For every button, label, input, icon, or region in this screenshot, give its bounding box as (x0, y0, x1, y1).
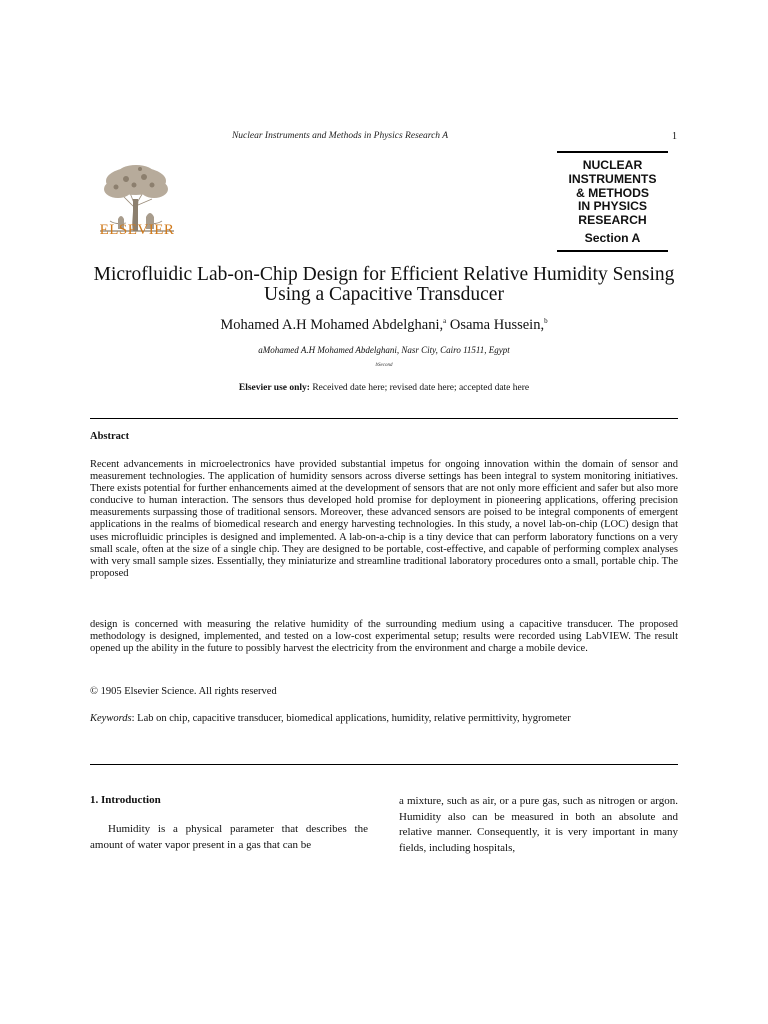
author-1-affil-mark: a (443, 317, 447, 326)
intro-left-column: Humidity is a physical parameter that describes the amount of water vapor present in a gas that can be (90, 823, 368, 851)
running-head: Nuclear Instruments and Methods in Physics Research A (231, 131, 449, 141)
abstract-paragraph-2: design is concerned with measuring the relative humidity of the surrounding medium using a capacitive transducer. The proposed methodology is designed, implemented, and tested on a low-cost experimental setup; results were recorded using LabVIEW. The result opened up the ability in the future to possibly harvest the electricity from the environment and charge a mobile device. (90, 619, 678, 655)
copyright-line: © 1905 Elsevier Science. All rights reserved (90, 686, 277, 697)
intro-right-column: a mixture, such as air, or a pure gas, such as nitrogen or argon. Humidity also can be measured in both an absolute and relative manner. Consequently, it is very important in many fields, including hospitals, (399, 795, 678, 854)
section-heading-introduction: 1. Introduction (90, 794, 161, 806)
keywords-list: : Lab on chip, capacitive transducer, biomedical applications, humidity, relative permittivity, hygrometer (131, 713, 571, 724)
affiliation: aMohamed A.H Mohamed Abdelghani, Nasr City, Cairo 11511, Egypt (258, 345, 510, 355)
abstract-paragraph-1: Recent advancements in microelectronics have provided substantial impetus for ongoing innovation within the domain of sensor and measurement technologies. The application of humidity sensors across diverse settings has been integral to system monitoring initiatives. There exists potential for further enhancements aimed at the development of sensors that are not only more efficient and safer but also more conducive to human interaction. The sensors thus developed hold promise for deployment in pioneering applications, offering precision measurements surpassing those of traditional sensors. Moreover, these advanced sensors are poised to be integral components of emergent applications in the realms of biomedical research and energy harvesting technologies. In this study, a novel lab-on-chip (LOC) design that uses microfluidic principles is designed and implemented. A lab-on-a-chip is a tiny device that can perform laboratory functions on a very small scale, often at the size of a single chip. They are designed to be portable, cost-effective, and capable of performing complex analyses with very small sample sizes. Essentially, they miniaturize and streamline traditional laboratory procedures onto a small, portable chip. The proposed (90, 459, 678, 579)
elsevier-wordmark: ELSEVIER (99, 222, 175, 238)
divider-top (90, 418, 678, 419)
received-label: Elsevier use only: (238, 383, 310, 393)
keywords (90, 713, 678, 724)
author-2-affil-mark: b (544, 317, 548, 326)
divider-bottom (90, 764, 678, 765)
keywords-label: Keywords (90, 713, 132, 724)
journal-box (557, 151, 668, 252)
journal-section: Section A (584, 230, 641, 245)
journal-name: NUCLEAR INSTRUMENTS & METHODS IN PHYSICS RESEARCH (568, 158, 657, 228)
abstract-heading: Abstract (90, 431, 130, 442)
received-text: Received date here; revised date here; accepted date here (312, 383, 530, 393)
received-dates (90, 383, 678, 393)
author-2: Osama Hussein, (449, 317, 545, 333)
affiliation-second: bSecond (375, 363, 393, 368)
page-number: 1 (672, 131, 677, 142)
author-1: Mohamed A.H Mohamed Abdelghani, (220, 317, 444, 333)
author-list (90, 317, 678, 334)
paper-title: Microfluidic Lab-on-Chip Design for Efficient Relative Humidity Sensing Using a Capacitive Transducer (93, 264, 675, 305)
